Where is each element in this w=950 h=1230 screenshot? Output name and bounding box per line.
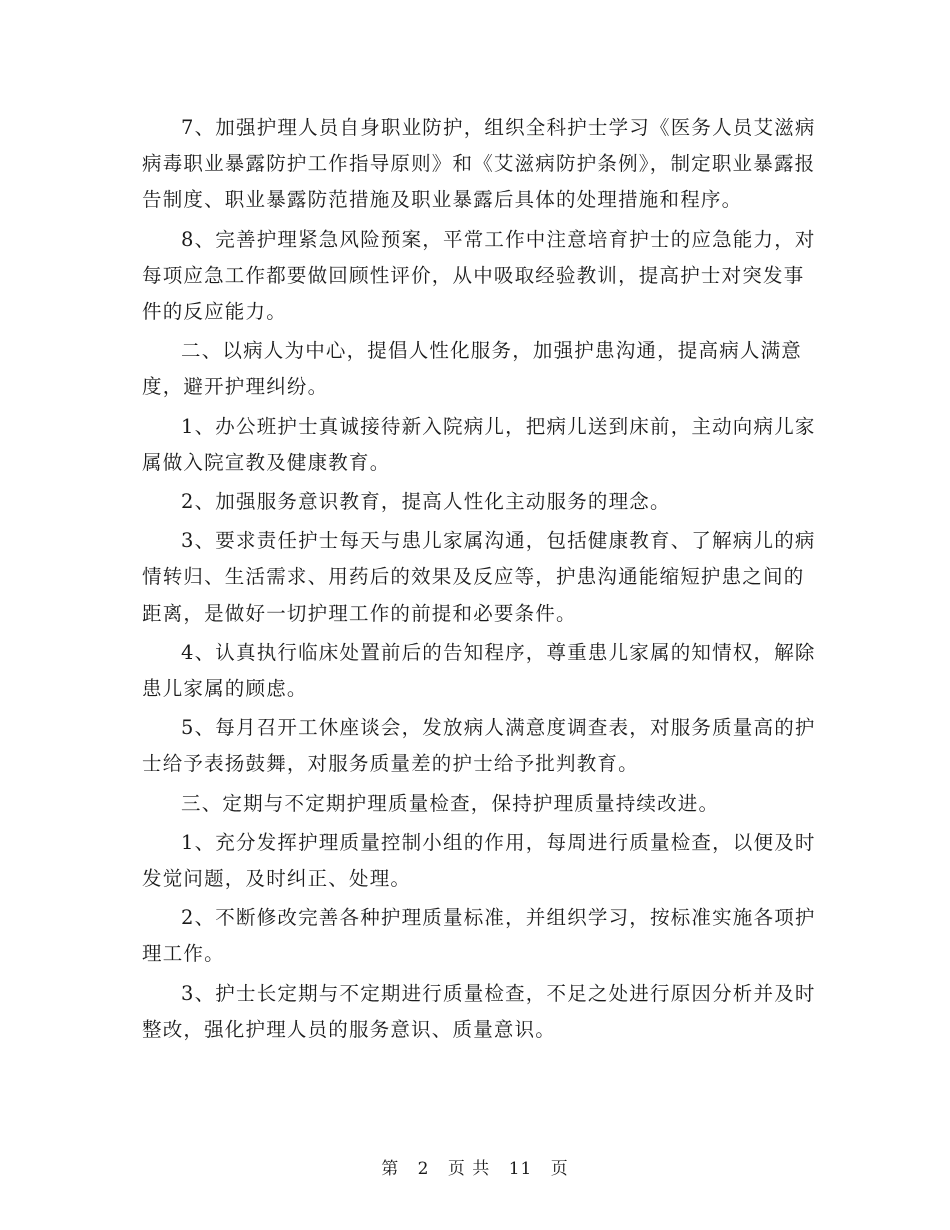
paragraph-item-2b: 2、不断修改完善各种护理质量标准，并组织学习，按标准实施各项护理工作。: [142, 906, 816, 966]
paragraph-item-8: 8、完善护理紧急风险预案，平常工作中注意培育护士的应急能力，对每项应急工作都要做回顾性评价，从中吸取经验教训，提高护士对突发事件的反应能力。: [142, 227, 816, 324]
document-body: [142, 110, 822, 1051]
paragraph-item-7: 7、加强护理人员自身职业防护，组织全科护士学习《医务人员艾滋病病毒职业暴露防护工作指导原则》和《艾滋病防护条例》，制定职业暴露报告制度、职业暴露防范措施及职业暴露后具体的处理措施和程序。: [142, 116, 816, 212]
paragraph-item-3b: 3、护士长定期与不定期进行质量检查，不足之处进行原因分析并及时整改，强化护理人员的服务意识、质量意识。: [142, 981, 816, 1041]
section-heading-3: 三、定期与不定期护理质量检查，保持护理质量持续改进。: [181, 791, 720, 815]
section-heading-2: 二、以病人为中心，提倡人性化服务，加强护患沟通，提高病人满意度，避开护理纠纷。: [142, 339, 803, 399]
paragraph-item-3: 3、要求责任护士每天与患儿家属沟通，包括健康教育、了解病儿的病情转归、生活需求、用药后的效果及反应等，护患沟通能缩短护患之间的距离，是做好一切护理工作的前提和必要条件。: [142, 529, 816, 625]
footer-suffix: 页: [550, 1159, 569, 1179]
page-total: 11: [508, 1159, 533, 1179]
paragraph-item-5: 5、每月召开工休座谈会，发放病人满意度调查表，对服务质量高的护士给予表扬鼓舞，对服务质量差的护士给予批判教育。: [142, 716, 816, 776]
page-number: 2: [417, 1159, 430, 1179]
paragraph-item-4: 4、认真执行临床处置前后的告知程序，尊重患儿家属的知情权，解除患儿家属的顾虑。: [142, 640, 816, 701]
paragraph-item-1: 1、办公班护士真诚接待新入院病儿，把病儿送到床前，主动向病儿家属做入院宣教及健康教育。: [142, 414, 816, 474]
paragraph-item-2: 2、加强服务意识教育，提高人性化主动服务的理念。: [181, 490, 671, 514]
footer-middle: 页 共: [447, 1159, 491, 1179]
footer-prefix: 第: [381, 1159, 400, 1179]
page-footer: [0, 1154, 950, 1179]
paragraph-item-1b: 1、充分发挥护理质量控制小组的作用，每周进行质量检查，以便及时发觉问题，及时纠正、处理。: [142, 830, 816, 891]
